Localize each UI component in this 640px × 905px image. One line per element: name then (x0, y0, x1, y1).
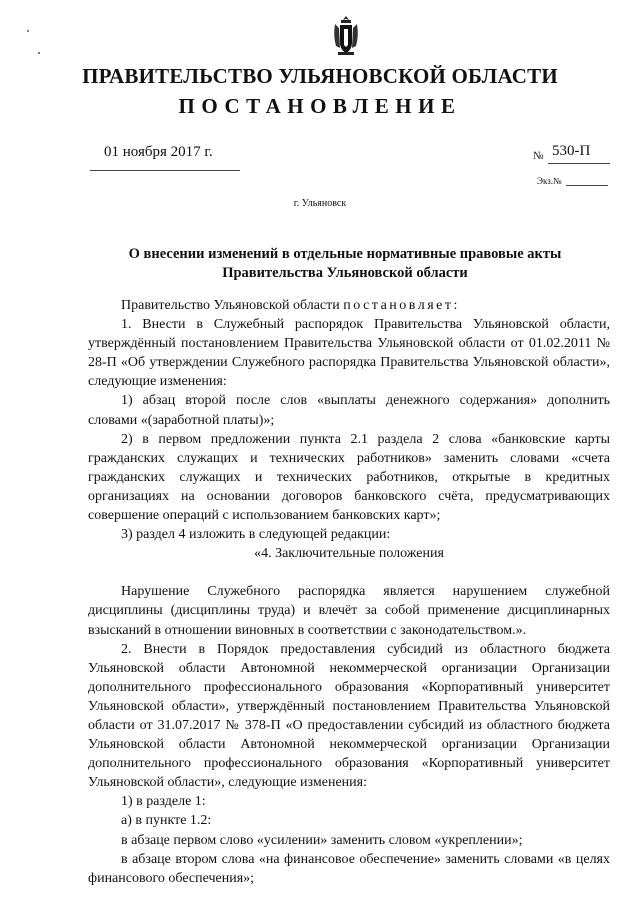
government-title: ПРАВИТЕЛЬСТВО УЛЬЯНОВСКОЙ ОБЛАСТИ (82, 64, 558, 88)
heading-line: Правительства Ульяновской области (222, 265, 468, 281)
document-number: 530-П (552, 143, 591, 159)
number-underline (548, 163, 610, 164)
scan-speck (38, 52, 40, 54)
heading-line: О внесении изменений в отдельные нормативные правовые акты (128, 246, 562, 262)
copy-underline (566, 185, 608, 186)
paragraph: а) в пункте 1.2: (121, 813, 212, 829)
document-date: 01 ноября 2017 г. (104, 144, 213, 160)
coat-of-arms-icon (330, 14, 362, 58)
document-heading (80, 245, 610, 283)
paragraph: Нарушение Служебного распорядка является нарушением служебной дисциплины (дисциплины труда) и влечёт за собой применение дисциплинарных взысканий в отношении виновных в соответствии с законодательством.». (88, 584, 610, 638)
date-underline (90, 170, 240, 171)
section-title: «4. Заключительные положения (254, 546, 444, 562)
paragraph: в абзаце втором слова «на финансовое обеспечение» заменить словами «в целях финансового обеспечения»; (88, 851, 610, 886)
intro-text: Правительство Ульяновской области (121, 298, 344, 313)
paragraph: в абзаце первом слово «усилении» заменить словом «укреплении»; (121, 832, 523, 848)
paragraph: 2. Внести в Порядок предоставления субсидий из областного бюджета Ульяновской области Автономной некоммерческой организации Организации дополнительного профессионального образования «Корпоративный университет Ульяновской области», утверждённый постановлением Правительства Ульяновской области от 31.07.2017 № 378-П «О предоставлении субсидий из областного бюджета Ульяновской области Автономной некоммерческой организации Организации дополнительного профессионального образования «Корпоративный университет Ульяновской области», следующие изменения: (88, 641, 610, 791)
document-body (88, 296, 610, 888)
scan-speck (27, 30, 29, 32)
paragraph: 1) в разделе 1: (121, 794, 206, 810)
document-type: ПОСТАНОВЛЕНИЕ (178, 94, 462, 118)
city: г. Ульяновск (293, 198, 347, 209)
paragraph: 3) раздел 4 изложить в следующей редакции: (121, 527, 391, 543)
copy-label: Экз.№ (537, 176, 562, 186)
intro-paragraph (88, 296, 610, 315)
paragraph: 1. Внести в Служебный распорядок Правительства Ульяновской области, утверждённый постановлением Правительства Ульяновской области от 01.02.2011 № 28-П «Об утверждении Служебного распорядка Правительства Ульяновской области», следующие изменения: (88, 317, 610, 390)
paragraph: 1) абзац второй после слов «выплаты денежного содержания» дополнить словами «(заработной платы)»; (88, 393, 610, 428)
number-prefix: № (533, 150, 544, 162)
intro-spaced-verb: постановляет (343, 298, 454, 313)
paragraph: 2) в первом предложении пункта 2.1 раздела 2 слова «банковские карты гражданских служащих и технических работников» заменить словами «счета гражданских служащих и технических работников, открытые в кредитных организациях на основании договоров банковского счёта, предусматривающих совершение операций с использованием банковских карт»; (88, 431, 610, 524)
intro-colon: : (453, 298, 458, 313)
